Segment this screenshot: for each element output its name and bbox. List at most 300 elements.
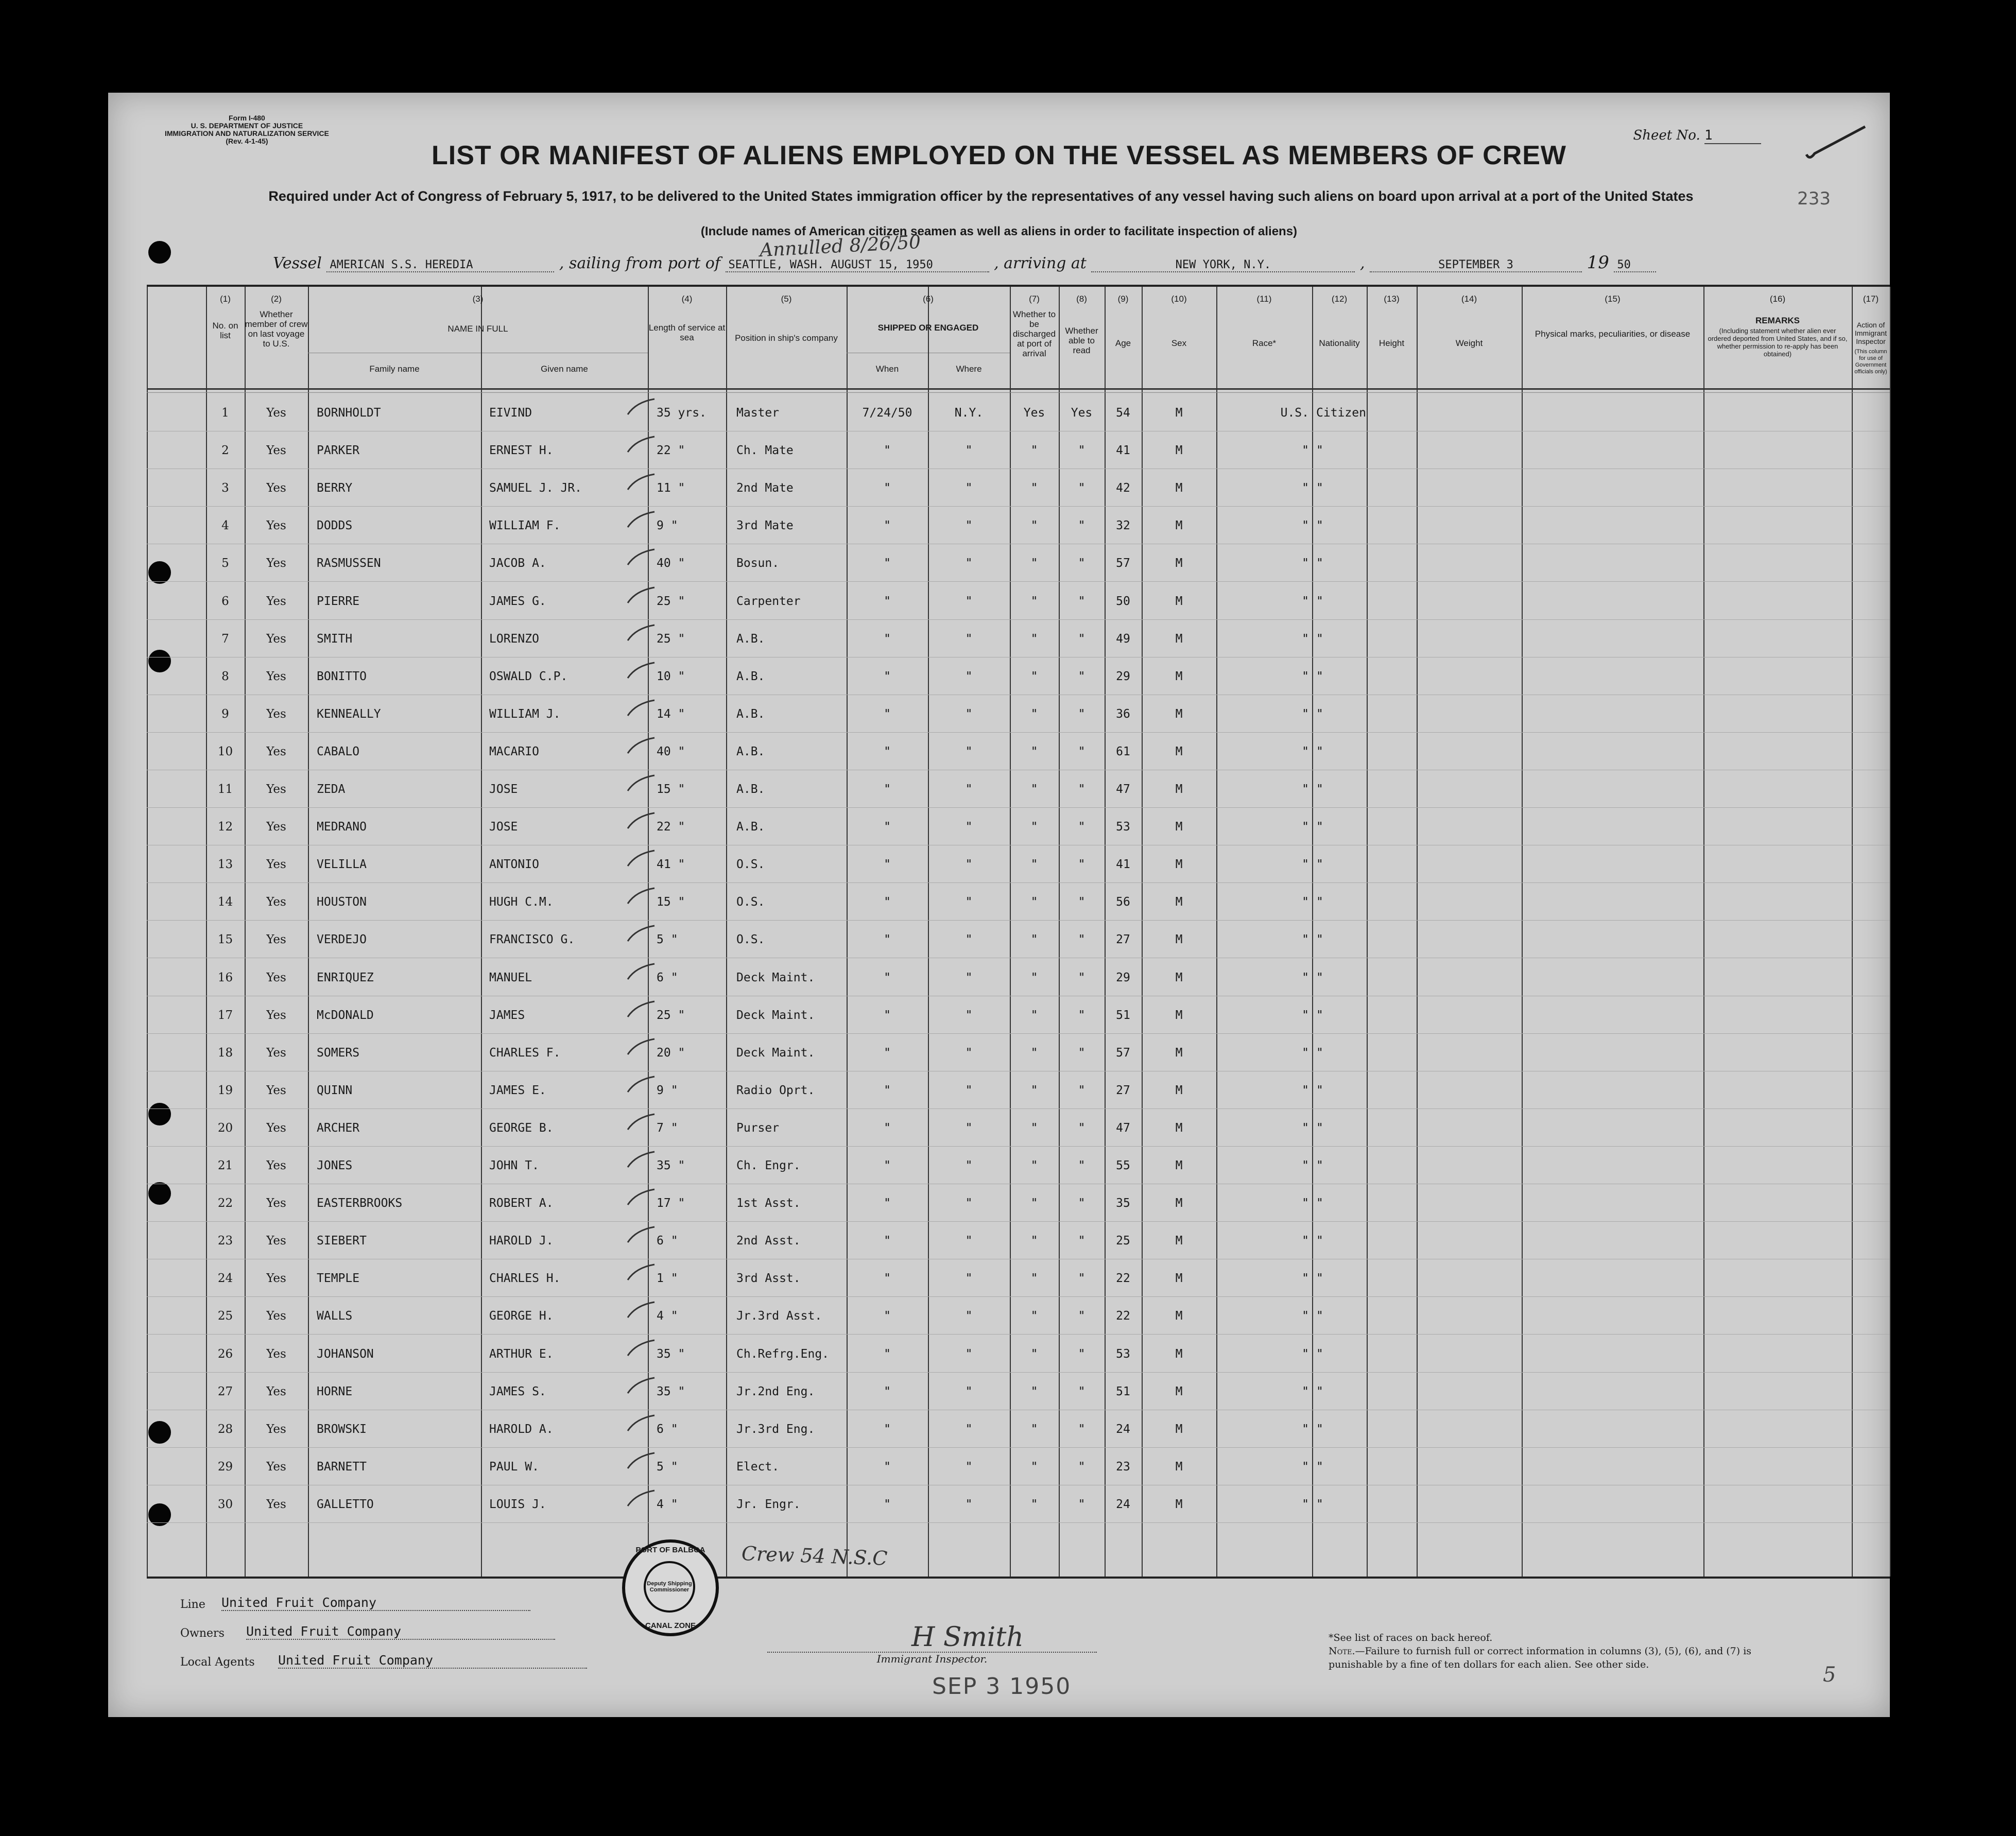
given-name-cell: JAMES G. [489, 594, 546, 608]
discharged-cell: " [1030, 557, 1038, 570]
sex-cell: M [1175, 1197, 1183, 1210]
shipped-when-cell: " [884, 858, 891, 872]
last-voyage-cell: Yes [266, 1083, 286, 1097]
service-length-cell: 22 " [657, 820, 685, 834]
discharged-cell: " [1030, 1309, 1038, 1323]
col-header-discharged: Whether to be discharged at port of arrival [1012, 309, 1056, 358]
position-cell: O.S. [736, 895, 765, 909]
form-department: U. S. DEPARTMENT OF JUSTICE [191, 122, 303, 130]
nationality-cell: " [1316, 1460, 1323, 1474]
family-name-cell: QUINN [317, 1083, 353, 1097]
able-to-read-cell: " [1078, 1309, 1085, 1323]
sheet-number-label: Sheet No. [1633, 128, 1700, 143]
family-name-cell: HOUSTON [317, 895, 367, 909]
position-cell: A.B. [736, 632, 765, 646]
shipped-when-cell: " [884, 1272, 891, 1286]
shipped-when-cell: 7/24/50 [862, 406, 912, 420]
given-name-cell: LORENZO [489, 632, 539, 646]
row-number: 19 [217, 1083, 233, 1097]
race-cell: " [1302, 1121, 1309, 1135]
able-to-read-cell: " [1078, 557, 1085, 570]
race-cell: " [1302, 1159, 1309, 1172]
sex-cell: M [1175, 669, 1183, 683]
vessel-line: Vessel AMERICAN S.S. HEREDIA , sailing from port of SEATTLE, WASH. AUGUST 15, 1950 , arriving at NEW YORK, N.Y. , SEPTEMBER 3 19 50 [273, 252, 1656, 273]
row-rule [147, 1221, 1890, 1222]
tally-tick-icon [626, 1187, 657, 1208]
shipped-when-cell: " [884, 971, 891, 984]
family-name-cell: BONITTO [317, 669, 367, 683]
given-name-cell: GEORGE H. [489, 1309, 554, 1323]
shipped-when-cell: " [884, 744, 891, 758]
service-length-cell: 11 " [657, 481, 685, 495]
able-to-read-cell: " [1078, 632, 1085, 646]
local-agents-label: Local Agents [180, 1656, 255, 1669]
nationality-cell: " [1316, 557, 1323, 570]
shipped-when-cell: " [884, 1422, 891, 1436]
col-1-number: (1) [220, 294, 231, 304]
race-cell: " [1302, 1272, 1309, 1286]
row-number: 18 [217, 1046, 233, 1060]
sex-cell: M [1175, 1234, 1183, 1248]
race-cell: " [1302, 1197, 1309, 1210]
row-number: 6 [221, 594, 229, 608]
shipped-when-cell: " [884, 1384, 891, 1398]
sex-cell: M [1175, 933, 1183, 947]
row-number: 21 [217, 1159, 233, 1172]
discharged-cell: " [1030, 519, 1038, 533]
discharged-cell: " [1030, 858, 1038, 872]
discharged-cell: " [1030, 1460, 1038, 1474]
form-service: IMMIGRATION AND NATURALIZATION SERVICE [165, 129, 329, 137]
shipped-where-cell: " [965, 744, 973, 758]
shipped-where-cell: " [965, 858, 973, 872]
discharged-cell: " [1030, 1197, 1038, 1210]
position-cell: A.B. [736, 707, 765, 721]
vessel-label: Vessel [273, 254, 322, 272]
tally-tick-icon [626, 773, 657, 794]
service-length-cell: 6 " [657, 1234, 678, 1248]
row-rule [147, 920, 1890, 921]
sheet-number-value: 1 [1704, 128, 1761, 144]
discharged-cell: " [1030, 1083, 1038, 1097]
able-to-read-cell: " [1078, 669, 1085, 683]
position-cell: 2nd Asst. [736, 1234, 801, 1248]
col-header-no: No. on list [212, 321, 238, 340]
last-voyage-cell: Yes [266, 1046, 286, 1060]
owners-value: United Fruit Company [246, 1624, 555, 1640]
discharged-cell: " [1030, 1159, 1038, 1172]
sex-cell: M [1175, 1121, 1183, 1135]
shipped-when-cell: " [884, 1197, 891, 1210]
family-name-cell: JOHANSON [317, 1347, 374, 1361]
race-cell: " [1302, 519, 1309, 533]
able-to-read-cell: " [1078, 895, 1085, 909]
service-length-cell: 5 " [657, 933, 678, 947]
age-cell: 53 [1116, 1347, 1130, 1361]
last-voyage-cell: Yes [266, 669, 286, 683]
sex-cell: M [1175, 1008, 1183, 1022]
row-rule [147, 581, 1890, 582]
shipped-when-cell: " [884, 519, 891, 533]
row-number: 9 [221, 707, 229, 721]
row-number: 2 [221, 444, 229, 458]
row-number: 29 [217, 1460, 233, 1474]
nationality-cell: " [1316, 1083, 1323, 1097]
able-to-read-cell: " [1078, 971, 1085, 984]
tally-tick-icon [626, 1338, 657, 1359]
row-number: 30 [217, 1497, 233, 1511]
discharged-cell: " [1030, 669, 1038, 683]
tally-tick-icon [626, 698, 657, 719]
row-number: 15 [217, 933, 233, 947]
row-number: 1 [221, 406, 229, 420]
able-to-read-cell: " [1078, 1121, 1085, 1135]
discharged-cell: " [1030, 1234, 1038, 1248]
race-cell: " [1302, 1008, 1309, 1022]
last-voyage-cell: Yes [266, 1121, 286, 1135]
service-length-cell: 17 " [657, 1197, 685, 1210]
tally-tick-icon [626, 1225, 657, 1245]
age-cell: 22 [1116, 1272, 1130, 1286]
row-number: 3 [221, 481, 229, 495]
tally-tick-icon [626, 1300, 657, 1321]
given-name-cell: HAROLD A. [489, 1422, 554, 1436]
position-cell: Deck Maint. [736, 971, 815, 984]
handwritten-crew-note: Crew 54 N.S.C [741, 1542, 888, 1570]
family-name-cell: CABALO [317, 744, 360, 758]
discharged-cell: " [1030, 444, 1038, 458]
shipped-when-cell: " [884, 594, 891, 608]
col-14-number: (14) [1461, 294, 1477, 304]
col-16-number: (16) [1769, 294, 1786, 304]
age-cell: 56 [1116, 895, 1130, 909]
sex-cell: M [1175, 1347, 1183, 1361]
position-cell: Deck Maint. [736, 1008, 815, 1022]
last-voyage-cell: Yes [266, 971, 286, 984]
shipped-where-cell: " [965, 1347, 973, 1361]
race-cell: " [1302, 632, 1309, 646]
nationality-cell: " [1316, 744, 1323, 758]
tally-tick-icon [626, 661, 657, 681]
shipped-where-cell: " [965, 1309, 973, 1323]
discharged-cell: " [1030, 1121, 1038, 1135]
last-voyage-cell: Yes [266, 820, 286, 834]
row-rule [147, 807, 1890, 808]
col-header-shipped-or-engaged: SHIPPED OR ENGAGED [877, 323, 979, 333]
shipped-when-cell: " [884, 1347, 891, 1361]
last-voyage-cell: Yes [266, 481, 286, 495]
discharged-cell: " [1030, 1008, 1038, 1022]
family-name-cell: WALLS [317, 1309, 353, 1323]
col-header-family-name: Family name [369, 364, 420, 374]
form-number: Form I-480 [229, 114, 265, 122]
col-header-height: Height [1379, 338, 1405, 348]
last-voyage-cell: Yes [266, 1272, 286, 1286]
shipped-when-cell: " [884, 1497, 891, 1511]
last-voyage-cell: Yes [266, 1422, 286, 1436]
manifest-sheet [108, 93, 1890, 1717]
last-voyage-cell: Yes [266, 1159, 286, 1172]
arriving-label: , arriving at [994, 254, 1087, 272]
row-number: 10 [217, 744, 233, 758]
row-number: 23 [217, 1234, 233, 1248]
race-cell: " [1302, 594, 1309, 608]
given-name-cell: PAUL W. [489, 1460, 539, 1474]
nationality-cell: " [1316, 820, 1323, 834]
service-length-cell: 14 " [657, 707, 685, 721]
nationality-cell: " [1316, 1422, 1323, 1436]
tally-tick-icon [626, 1376, 657, 1396]
shipped-when-cell: " [884, 1008, 891, 1022]
tally-tick-icon [626, 962, 657, 982]
tally-tick-icon [626, 1075, 657, 1095]
able-to-read-cell: " [1078, 1234, 1085, 1248]
shipped-where-cell: " [965, 1460, 973, 1474]
nationality-cell: " [1316, 1272, 1323, 1286]
able-to-read-cell: " [1078, 1159, 1085, 1172]
shipped-when-cell: " [884, 669, 891, 683]
vessel-name: AMERICAN S.S. HEREDIA [326, 258, 554, 272]
nationality-cell: " [1316, 1159, 1323, 1172]
col-12-number: (12) [1331, 294, 1348, 304]
col-9-number: (9) [1117, 294, 1129, 304]
family-name-cell: ENRIQUEZ [317, 971, 374, 984]
tally-tick-icon [626, 736, 657, 756]
able-to-read-cell: " [1078, 1497, 1085, 1511]
tally-tick-icon [626, 848, 657, 869]
nationality-cell: " [1316, 1197, 1323, 1210]
shipped-where-cell: " [965, 594, 973, 608]
sailing-label: , sailing from port of [559, 254, 720, 272]
able-to-read-cell: " [1078, 481, 1085, 495]
page-stamp-number: 233 [1797, 188, 1831, 209]
col-header-inspector-action: Action of Immigrant Inspector [1854, 321, 1887, 345]
shipped-where-cell: " [965, 1497, 973, 1511]
seal-bottom-text: CANAL ZONE [645, 1621, 696, 1630]
service-length-cell: 40 " [657, 744, 685, 758]
position-cell: Jr.3rd Eng. [736, 1422, 815, 1436]
race-cell: " [1302, 444, 1309, 458]
seal-inner-text: Deputy Shipping Commissioner [644, 1561, 695, 1613]
able-to-read-cell: " [1078, 444, 1085, 458]
last-voyage-cell: Yes [266, 858, 286, 872]
year-suffix: 50 [1614, 258, 1656, 272]
shipped-where-cell: " [965, 783, 973, 796]
position-cell: A.B. [736, 783, 765, 796]
nationality-cell: " [1316, 1309, 1323, 1323]
age-cell: 51 [1116, 1008, 1130, 1022]
sex-cell: M [1175, 858, 1183, 872]
tally-tick-icon [626, 811, 657, 832]
age-cell: 32 [1116, 519, 1130, 533]
age-cell: 35 [1116, 1197, 1130, 1210]
tally-tick-icon [626, 1488, 657, 1509]
given-name-cell: CHARLES H. [489, 1272, 561, 1286]
shipped-where-cell: " [965, 481, 973, 495]
corner-mark: 5 [1823, 1663, 1836, 1687]
tally-tick-icon [626, 1451, 657, 1471]
row-number: 22 [217, 1197, 233, 1210]
position-cell: Elect. [736, 1460, 780, 1474]
age-cell: 27 [1116, 1083, 1130, 1097]
family-name-cell: PIERRE [317, 594, 360, 608]
row-number: 25 [217, 1309, 233, 1323]
position-cell: O.S. [736, 858, 765, 872]
age-cell: 23 [1116, 1460, 1130, 1474]
last-voyage-cell: Yes [266, 406, 286, 420]
position-cell: Ch.Refrg.Eng. [736, 1347, 830, 1361]
given-name-cell: LOUIS J. [489, 1497, 546, 1511]
tally-tick-icon [626, 585, 657, 606]
family-name-cell: SOMERS [317, 1046, 360, 1060]
given-name-cell: OSWALD C.P. [489, 669, 568, 683]
family-name-cell: BARNETT [317, 1460, 367, 1474]
discharged-cell: " [1030, 933, 1038, 947]
able-to-read-cell: " [1078, 1008, 1085, 1022]
inspector-signature: H Smith [911, 1622, 1024, 1653]
tally-tick-icon [626, 924, 657, 944]
race-cell: " [1302, 1046, 1309, 1060]
able-to-read-cell: " [1078, 1422, 1085, 1436]
row-number: 20 [217, 1121, 233, 1135]
row-rule [147, 1296, 1890, 1297]
discharged-cell: " [1030, 1347, 1038, 1361]
discharged-cell: " [1030, 1272, 1038, 1286]
shipped-when-cell: " [884, 481, 891, 495]
race-cell: " [1302, 707, 1309, 721]
tally-tick-icon [626, 510, 657, 530]
shipped-when-cell: " [884, 1083, 891, 1097]
service-length-cell: 7 " [657, 1121, 678, 1135]
given-name-cell: WILLIAM J. [489, 707, 561, 721]
sex-cell: M [1175, 1046, 1183, 1060]
nationality-cell: " [1316, 1008, 1323, 1022]
service-length-cell: 10 " [657, 669, 685, 683]
shipped-when-cell: " [884, 444, 891, 458]
given-name-cell: ANTONIO [489, 858, 539, 872]
able-to-read-cell: " [1078, 1083, 1085, 1097]
shipped-when-cell: " [884, 632, 891, 646]
col-header-when: When [875, 364, 899, 374]
given-name-cell: JAMES E. [489, 1083, 546, 1097]
position-cell: 3rd Mate [736, 519, 794, 533]
row-rule [147, 882, 1890, 883]
last-voyage-cell: Yes [266, 632, 286, 646]
service-length-cell: 25 " [657, 632, 685, 646]
nationality-cell: " [1316, 895, 1323, 909]
col-header-remarks-note: (Including statement whether alien ever ordered deported from United States, and if so, whether permission to re-apply has been obtained) [1708, 327, 1848, 358]
col-header-inspector-note: (This column for use of Government officials only) [1854, 349, 1887, 375]
service-length-cell: 15 " [657, 895, 685, 909]
sex-cell: M [1175, 1309, 1183, 1323]
family-name-cell: VELILLA [317, 858, 367, 872]
shipped-where-cell: " [965, 820, 973, 834]
shipped-when-cell: " [884, 1046, 891, 1060]
able-to-read-cell: " [1078, 744, 1085, 758]
col-3-number: (3) [472, 294, 484, 304]
sex-cell: M [1175, 1384, 1183, 1398]
position-cell: O.S. [736, 933, 765, 947]
given-name-cell: JOSE [489, 820, 518, 834]
service-length-cell: 9 " [657, 519, 678, 533]
nationality-cell: " [1316, 1121, 1323, 1135]
sex-cell: M [1175, 1272, 1183, 1286]
shipped-when-cell: " [884, 1121, 891, 1135]
col-8-number: (8) [1076, 294, 1087, 304]
discharged-cell: " [1030, 895, 1038, 909]
col-17-number: (17) [1863, 294, 1879, 304]
last-voyage-cell: Yes [266, 707, 286, 721]
shipped-where-cell: " [965, 707, 973, 721]
service-length-cell: 5 " [657, 1460, 678, 1474]
discharged-cell: " [1030, 481, 1038, 495]
family-name-cell: MEDRANO [317, 820, 367, 834]
given-name-cell: JOSE [489, 783, 518, 796]
service-length-cell: 9 " [657, 1083, 678, 1097]
row-number: 11 [217, 783, 233, 796]
sex-cell: M [1175, 557, 1183, 570]
race-cell: " [1302, 1083, 1309, 1097]
race-cell: " [1302, 481, 1309, 495]
sex-cell: M [1175, 707, 1183, 721]
nationality-cell: " [1316, 594, 1323, 608]
nationality-cell: " [1316, 1046, 1323, 1060]
position-cell: A.B. [736, 744, 765, 758]
race-cell: " [1302, 669, 1309, 683]
given-name-cell: HAROLD J. [489, 1234, 554, 1248]
able-to-read-cell: " [1078, 519, 1085, 533]
sailing-from: SEATTLE, WASH. AUGUST 15, 1950 [726, 258, 989, 272]
nationality-cell: " [1316, 858, 1323, 872]
position-cell: Jr.2nd Eng. [736, 1384, 815, 1398]
nationality-cell: " [1316, 632, 1323, 646]
tally-tick-icon [626, 547, 657, 568]
row-rule [147, 732, 1890, 733]
age-cell: 24 [1116, 1422, 1130, 1436]
shipped-where-cell: " [965, 1008, 973, 1022]
note-text: —Failure to furnish full or correct information in columns (3), (5), (6), and (7) is punishable by a fine of ten dollars for each alien. See other side. [1329, 1646, 1752, 1670]
family-name-cell: HORNE [317, 1384, 353, 1398]
position-cell: Bosun. [736, 557, 780, 570]
sex-cell: M [1175, 971, 1183, 984]
row-rule [147, 1447, 1890, 1448]
col-5-number: (5) [781, 294, 792, 304]
year-prefix: 19 [1587, 252, 1609, 273]
col-4-number: (4) [681, 294, 693, 304]
row-rule [147, 1372, 1890, 1373]
able-to-read-cell: " [1078, 1046, 1085, 1060]
row-rule [147, 1033, 1890, 1034]
document-title: LIST OR MANIFEST OF ALIENS EMPLOYED ON THE VESSEL AS MEMBERS OF CREW [432, 141, 1566, 170]
race-cell: " [1302, 783, 1309, 796]
owners-label: Owners [180, 1627, 225, 1640]
row-number: 17 [217, 1008, 233, 1022]
row-rule [147, 506, 1890, 507]
age-cell: 50 [1116, 594, 1130, 608]
family-name-cell: McDONALD [317, 1008, 374, 1022]
row-number: 12 [217, 820, 233, 834]
seal-top-text: PORT OF BALBOA [635, 1546, 705, 1554]
shipped-when-cell: " [884, 1159, 891, 1172]
able-to-read-cell: " [1078, 933, 1085, 947]
discharged-cell: " [1030, 632, 1038, 646]
col-header-length-of-service: Length of service at sea [648, 323, 726, 342]
col-10-number: (10) [1171, 294, 1187, 304]
discharged-cell: " [1030, 783, 1038, 796]
shipped-where-cell: N.Y. [954, 406, 984, 420]
sex-cell: M [1175, 481, 1183, 495]
tally-tick-icon [626, 886, 657, 907]
